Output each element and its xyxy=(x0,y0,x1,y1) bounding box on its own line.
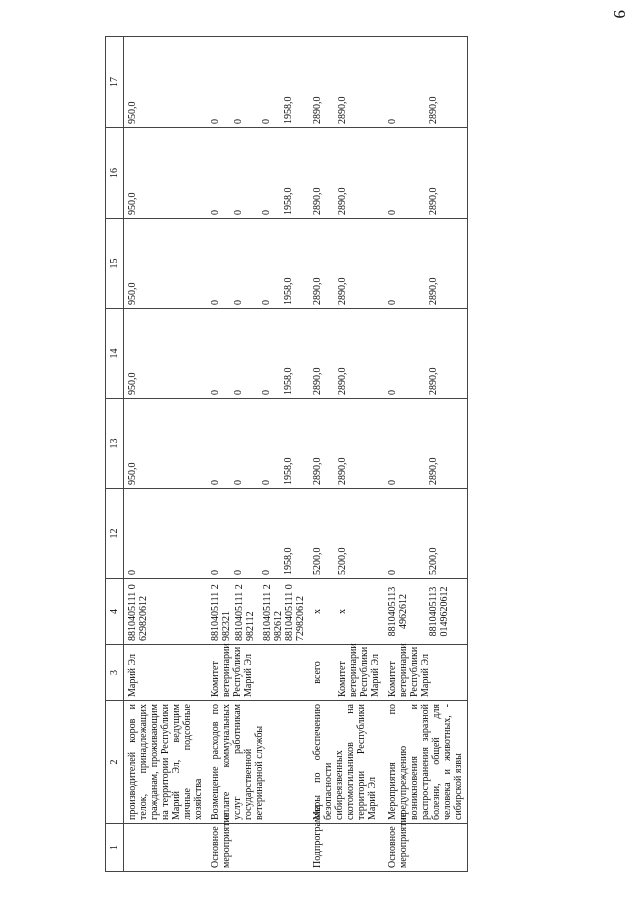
value: 2890,0 xyxy=(337,277,348,305)
budget-code: х xyxy=(337,609,348,614)
value: 1958,0 xyxy=(283,547,294,575)
value-cell xyxy=(384,489,468,579)
value: 2890,0 xyxy=(312,277,323,305)
header-cell: 1 xyxy=(106,824,124,872)
value: 5200,0 xyxy=(428,547,439,575)
value: 0 xyxy=(233,300,244,305)
value: 0 xyxy=(233,119,244,124)
value-cell xyxy=(384,219,468,309)
value: 0 xyxy=(387,210,398,215)
value-cell xyxy=(309,219,384,309)
responsible-cell: Марий Эл xyxy=(124,645,208,701)
value: 0 xyxy=(387,119,398,124)
value: 2890,0 xyxy=(428,277,439,305)
value: 0 xyxy=(261,480,272,485)
value: 0 xyxy=(210,300,221,305)
budget-code: х xyxy=(312,609,323,614)
table-row xyxy=(207,37,309,872)
value: 0 xyxy=(261,390,272,395)
budget-code-cell xyxy=(207,579,309,645)
budget-code-cell xyxy=(309,579,384,645)
value-cell xyxy=(309,399,384,489)
header-cell: 17 xyxy=(106,37,124,128)
value: 5200,0 xyxy=(337,547,348,575)
value-cell: 950,0 xyxy=(124,399,208,489)
row-type-cell: Основное мероприятие xyxy=(384,824,468,872)
budget-code: 8810405111 2982321 xyxy=(210,584,232,641)
value: 2890,0 xyxy=(312,187,323,215)
value: 0 xyxy=(233,570,244,575)
value-cell: 0 xyxy=(124,489,208,579)
responsible-cell: Комитет ветеринарии Республики Марий Эл xyxy=(207,645,309,701)
value: 0 xyxy=(387,570,398,575)
value: 1958,0 xyxy=(283,277,294,305)
value-cell xyxy=(384,309,468,399)
responsible-total: всего xyxy=(312,661,323,684)
row-description-cell: производителей коров и телок, принадлежащих гражданам, проживающим на территории Республики Марий Эл, ведущим личные подсобные хозяйства xyxy=(124,701,208,824)
value: 0 xyxy=(210,119,221,124)
budget-code: 8810405113 4962612 xyxy=(387,586,409,637)
value-cell: 950,0 xyxy=(124,219,208,309)
value: 0 xyxy=(261,300,272,305)
budget-table xyxy=(105,37,530,872)
table-row xyxy=(384,37,468,872)
value: 2890,0 xyxy=(337,187,348,215)
value-cell xyxy=(207,219,309,309)
header-cell: 2 xyxy=(106,701,124,824)
row-description-cell: Меры по обеспечению безопасности сибиреязвенных скотомогильников на территории Республики Марий Эл xyxy=(309,701,384,824)
value: 2890,0 xyxy=(428,187,439,215)
value-cell xyxy=(207,399,309,489)
header-cell: 13 xyxy=(106,399,124,489)
header-cell: 4 xyxy=(106,579,124,645)
value: 5200,0 xyxy=(312,547,323,575)
value-cell xyxy=(207,128,309,219)
budget-code: 8810405113 0149620612 xyxy=(428,586,450,637)
value: 0 xyxy=(261,119,272,124)
responsible-cell: Комитет ветеринарии Республики Марий Эл xyxy=(384,645,468,701)
value: 2890,0 xyxy=(428,96,439,124)
value: 0 xyxy=(387,390,398,395)
budget-code: 8810405111 0729820612 xyxy=(284,584,306,641)
value: 0 xyxy=(261,570,272,575)
value: 1958,0 xyxy=(283,457,294,485)
value: 2890,0 xyxy=(428,457,439,485)
value: 0 xyxy=(233,210,244,215)
value-cell xyxy=(207,309,309,399)
row-description-cell: Возмещение расходов по оплате коммунальных услуг работникам государственной ветеринарной службы xyxy=(207,701,309,824)
responsible-cell xyxy=(309,645,384,701)
value-cell xyxy=(384,128,468,219)
value: 2890,0 xyxy=(337,96,348,124)
table-row xyxy=(124,37,208,872)
row-type-cell xyxy=(124,824,208,872)
value-cell: 950,0 xyxy=(124,309,208,399)
header-cell: 16 xyxy=(106,128,124,219)
value-cell xyxy=(309,489,384,579)
row-type-cell: Основное мероприятие xyxy=(207,824,309,872)
value: 2890,0 xyxy=(312,367,323,395)
table-row xyxy=(309,37,384,872)
budget-code-cell: 8810405111 0629820612 xyxy=(124,579,208,645)
value: 0 xyxy=(210,390,221,395)
value: 0 xyxy=(210,210,221,215)
value: 0 xyxy=(210,480,221,485)
value: 0 xyxy=(233,390,244,395)
value-cell xyxy=(384,37,468,128)
budget-code: 8810405111 2982612 xyxy=(262,584,284,641)
header-cell: 3 xyxy=(106,645,124,701)
value: 0 xyxy=(233,480,244,485)
budget-code: 8810405111 2982112 xyxy=(234,584,256,641)
responsible-name: Комитет ветеринарии Республики Марий Эл xyxy=(337,643,381,697)
value: 2890,0 xyxy=(428,367,439,395)
value: 2890,0 xyxy=(337,457,348,485)
value: 0 xyxy=(387,300,398,305)
value-cell xyxy=(309,309,384,399)
value-cell xyxy=(309,128,384,219)
row-type-cell: Подпрограмма xyxy=(309,824,384,872)
value-cell xyxy=(207,37,309,128)
value-cell xyxy=(384,399,468,489)
value-cell xyxy=(309,37,384,128)
value: 1958,0 xyxy=(283,96,294,124)
header-cell: 12 xyxy=(106,489,124,579)
value: 1958,0 xyxy=(283,367,294,395)
budget-code-cell xyxy=(384,579,468,645)
value: 2890,0 xyxy=(312,457,323,485)
value: 2890,0 xyxy=(312,96,323,124)
value-cell: 950,0 xyxy=(124,37,208,128)
value-cell: 950,0 xyxy=(124,128,208,219)
row-description-cell: Мероприятия по предупреждению возникновения и распространения заразной болезни, общей для человека и животных, - сибирской язвы xyxy=(384,701,468,824)
value: 0 xyxy=(387,480,398,485)
page-number: 9 xyxy=(610,10,629,19)
header-cell: 14 xyxy=(106,309,124,399)
value: 2890,0 xyxy=(337,367,348,395)
value: 0 xyxy=(261,210,272,215)
value: 0 xyxy=(210,570,221,575)
value: 1958,0 xyxy=(283,187,294,215)
header-cell: 15 xyxy=(106,219,124,309)
header-row xyxy=(106,37,124,872)
value-cell xyxy=(207,489,309,579)
